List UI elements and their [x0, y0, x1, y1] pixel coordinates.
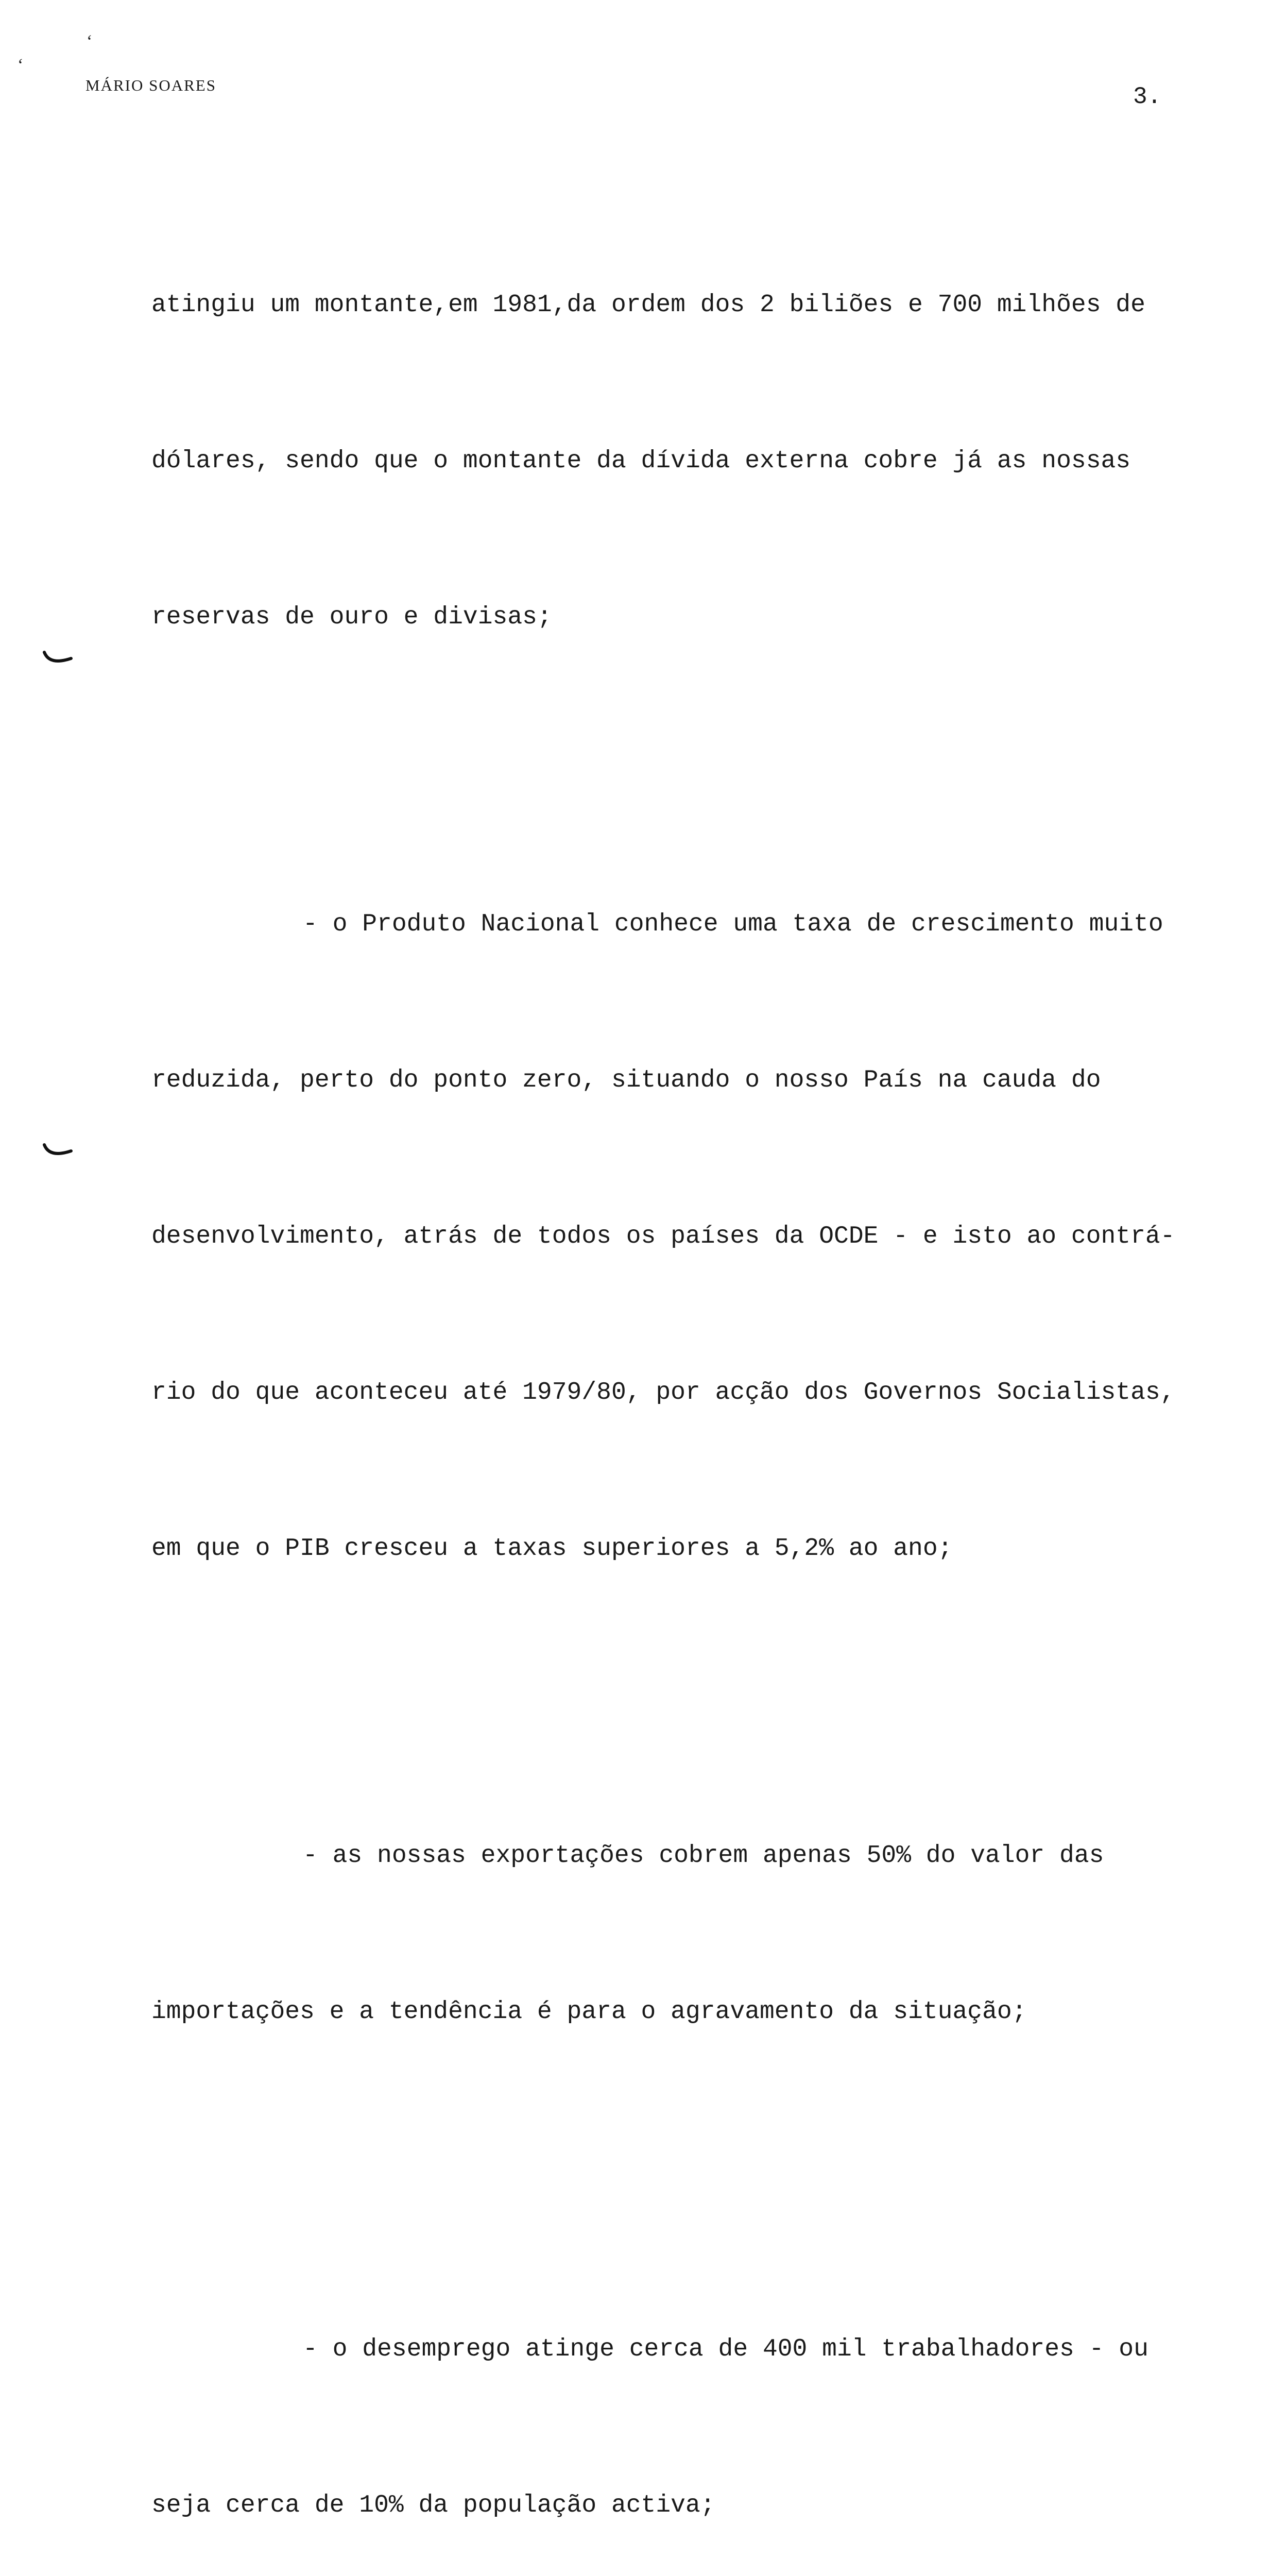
text-line: - o desemprego atinge cerca de 400 mil trabalhadores - ou [303, 2335, 1148, 2363]
text-line: reduzida, perto do ponto zero, situando o nosso País na cauda do [151, 1066, 1101, 1094]
text-line: desenvolvimento, atrás de todos os países da OCDE - e isto ao contrá- [151, 1223, 1175, 1250]
paragraph [151, 175, 1228, 748]
margin-tick-mark: ‘ [87, 32, 93, 51]
text-line: reservas de ouro e divisas; [151, 603, 552, 631]
text-line: em que o PIB cresceu a taxas superiores a 5,2% ao ano; [151, 1535, 953, 1563]
paragraph [151, 2219, 1228, 2576]
margin-tick-mark: ‘ [18, 56, 24, 75]
paragraph [151, 1726, 1228, 2142]
header-author: MÁRIO SOARES [85, 76, 216, 94]
margin-check-mark [42, 650, 73, 666]
text-line: - as nossas exportações cobrem apenas 50% do valor das [303, 1842, 1104, 1870]
paragraph [151, 794, 1228, 1679]
document-body [151, 175, 1228, 2576]
text-line: atingiu um montante,em 1981,da ordem dos 2 biliões e 700 milhões de [151, 291, 1145, 319]
margin-check-mark [42, 1143, 73, 1158]
text-line: rio do que aconteceu até 1979/80, por acção dos Governos Socialistas, [151, 1379, 1175, 1406]
text-line: dólares, sendo que o montante da dívida externa cobre já as nossas [151, 447, 1131, 475]
text-line: - o Produto Nacional conhece uma taxa de crescimento muito [303, 910, 1163, 938]
text-line: seja cerca de 10% da população activa; [151, 2492, 715, 2519]
text-line: importações e a tendência é para o agravamento da situação; [151, 1998, 1027, 2026]
page-number: 3. [1133, 83, 1162, 110]
